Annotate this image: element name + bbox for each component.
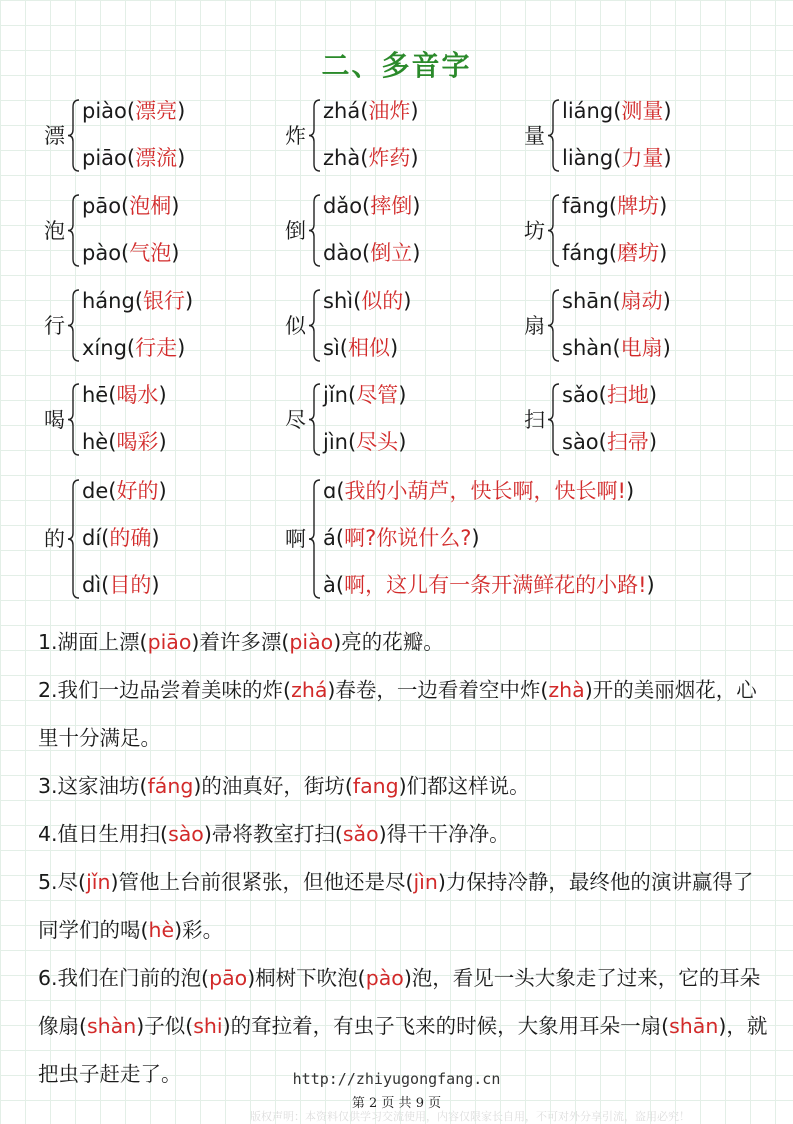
reading-row: piào(漂亮) xyxy=(82,99,186,123)
answer-pinyin: jìn xyxy=(413,870,438,894)
sentence-text: )亮的花瓣。 xyxy=(333,630,444,654)
polyphonic-character: 量 xyxy=(524,123,545,148)
page-number: 第 2 页 共 9 页 xyxy=(351,1096,442,1111)
example-word: 的确 xyxy=(109,526,152,550)
reading-row: pāo(泡桐) xyxy=(82,194,180,218)
pinyin: fāng xyxy=(562,194,609,218)
example-word: 电扇 xyxy=(620,336,663,360)
answer-pinyin: shàn xyxy=(87,1014,137,1038)
sentence-1 xyxy=(38,618,768,666)
example-word: 油炸 xyxy=(368,99,411,123)
pinyin: shàn xyxy=(562,336,613,360)
answer-pinyin: fáng xyxy=(147,774,194,798)
pinyin: dí xyxy=(82,526,102,550)
brace-icon xyxy=(67,193,81,268)
answer-pinyin: jǐn xyxy=(86,870,111,894)
pinyin: dào xyxy=(323,241,363,265)
brace-icon xyxy=(308,288,322,363)
sentence-4 xyxy=(38,810,768,858)
polyphonic-character: 泡 xyxy=(44,218,65,243)
reading-row: hè(喝彩) xyxy=(82,430,167,454)
example-word: 啊?你说什么? xyxy=(344,526,472,550)
example-word: 银行 xyxy=(143,289,186,313)
brace-icon xyxy=(308,98,322,173)
sentence-text: )泡，看见一头大象走了过来，它的耳朵像扇( xyxy=(38,966,761,1038)
reading-row: à(啊，这儿有一条开满鲜花的小路!) xyxy=(323,573,655,597)
pinyin: sào xyxy=(562,430,599,454)
page-title: 二、多音字 xyxy=(321,49,472,82)
polyphonic-character: 扫 xyxy=(524,407,545,432)
sentence-text: 1.湖面上漂( xyxy=(38,630,148,654)
reading-row: liáng(测量) xyxy=(562,99,672,123)
sentence-text: 5.尽( xyxy=(38,870,87,894)
brace-icon xyxy=(67,382,81,457)
sentence-text: )开的美丽烟花，心里十分满足。 xyxy=(38,678,757,750)
example-word: 扇动 xyxy=(620,289,663,313)
reading-row: fāng(牌坊) xyxy=(562,194,668,218)
sentence-text: )春卷，一边看着空中炸( xyxy=(327,678,549,702)
pinyin: pāo xyxy=(82,194,122,218)
example-word: 牌坊 xyxy=(617,194,660,218)
reading-row: á(啊?你说什么?) xyxy=(323,526,480,550)
reading-row: ɑ(我的小葫芦，快长啊，快长啊!) xyxy=(323,479,635,503)
example-word: 啊，这儿有一条开满鲜花的小路! xyxy=(344,573,647,597)
reading-row: jǐn(尽管) xyxy=(323,383,407,407)
pinyin: háng xyxy=(82,289,135,313)
answer-pinyin: pào xyxy=(365,966,404,990)
reading-row: fáng(磨坊) xyxy=(562,241,668,265)
sentence-3 xyxy=(38,762,768,810)
polyphonic-character: 啊 xyxy=(285,527,306,551)
pinyin: zhà xyxy=(323,146,361,170)
pinyin: liáng xyxy=(562,99,614,123)
pinyin: pào xyxy=(82,241,122,265)
reading-row: sào(扫帚) xyxy=(562,430,658,454)
pinyin: dì xyxy=(82,573,102,597)
pinyin: xíng xyxy=(82,336,127,360)
sentence-text: )们都这样说。 xyxy=(398,774,530,798)
answer-pinyin: shi xyxy=(193,1014,223,1038)
reading-row: hē(喝水) xyxy=(82,383,167,407)
pinyin: jǐn xyxy=(323,383,348,407)
sentence-text: )的油真好，街坊( xyxy=(193,774,353,798)
footer-url[interactable]: http://zhiyugongfang.cn xyxy=(292,1070,501,1088)
sentence-text: )管他上台前很紧张，但他还是尽( xyxy=(110,870,414,894)
example-word: 漂流 xyxy=(135,146,178,170)
brace-icon xyxy=(67,288,81,363)
brace-icon xyxy=(547,98,561,173)
answer-pinyin: pāo xyxy=(209,966,248,990)
pinyin: sǎo xyxy=(562,383,599,407)
example-word: 我的小葫芦，快长啊，快长啊! xyxy=(344,479,626,503)
answer-pinyin: sǎo xyxy=(342,822,379,846)
example-word: 尽管 xyxy=(356,383,399,407)
pinyin: sì xyxy=(323,336,340,360)
pinyin: jìn xyxy=(323,430,348,454)
reading-row: zhà(炸药) xyxy=(323,146,419,170)
brace-icon xyxy=(67,478,81,600)
example-word: 泡桐 xyxy=(129,194,172,218)
pinyin: à xyxy=(323,573,336,597)
reading-row: pào(气泡) xyxy=(82,241,180,265)
polyphonic-character: 扇 xyxy=(524,313,545,338)
example-word: 倒立 xyxy=(370,241,413,265)
answer-pinyin: zhà xyxy=(548,678,585,702)
sentence-text: )桐树下吹泡( xyxy=(247,966,366,990)
example-word: 气泡 xyxy=(129,241,172,265)
sentence-5 xyxy=(38,858,768,954)
reading-row: dào(倒立) xyxy=(323,241,421,265)
sentence-text: )，就把虫子赶走了。 xyxy=(38,1014,768,1086)
example-word: 测量 xyxy=(621,99,664,123)
pinyin: fáng xyxy=(562,241,609,265)
reading-row: dí(的确) xyxy=(82,526,160,550)
example-word: 目的 xyxy=(109,573,152,597)
sentence-text: 6.我们在门前的泡( xyxy=(38,966,210,990)
reading-row: sǎo(扫地) xyxy=(562,383,658,407)
pinyin: hē xyxy=(82,383,109,407)
example-word: 喝水 xyxy=(116,383,159,407)
answer-pinyin: zhá xyxy=(291,678,328,702)
sentence-text: 2.我们一边品尝着美味的炸( xyxy=(38,678,292,702)
polyphonic-character: 坊 xyxy=(524,218,545,243)
example-word: 摔倒 xyxy=(370,194,413,218)
copyright-notice: 版权声明：本资料仅供学习交流使用，内容仅限家长自用，不可对外分享引流，盗用必究！ xyxy=(250,1110,690,1123)
example-word: 扫帚 xyxy=(606,430,649,454)
answer-pinyin: hè xyxy=(148,918,175,942)
answer-pinyin: shān xyxy=(669,1014,719,1038)
example-word: 扫地 xyxy=(606,383,649,407)
polyphonic-character: 炸 xyxy=(285,123,306,148)
reading-row: dì(目的) xyxy=(82,573,160,597)
example-word: 行走 xyxy=(135,336,178,360)
sentence-text: )得干干净净。 xyxy=(378,822,510,846)
brace-icon xyxy=(547,288,561,363)
sentence-2 xyxy=(38,666,768,762)
pinyin: liàng xyxy=(562,146,614,170)
example-word: 炸药 xyxy=(368,146,411,170)
brace-icon xyxy=(308,382,322,457)
reading-row: sì(相似) xyxy=(323,336,399,360)
polyphonic-character: 行 xyxy=(44,313,65,338)
pinyin: de xyxy=(82,479,109,503)
sentence-text: )着许多漂( xyxy=(191,630,290,654)
reading-row: piāo(漂流) xyxy=(82,146,186,170)
pinyin: shān xyxy=(562,289,613,313)
brace-icon xyxy=(547,382,561,457)
example-word: 力量 xyxy=(621,146,664,170)
sentence-text: )子似( xyxy=(136,1014,194,1038)
example-word: 喝彩 xyxy=(116,430,159,454)
pinyin: piào xyxy=(82,99,127,123)
sentence-text: )的耷拉着，有虫子飞来的时候，大象用耳朵一扇( xyxy=(222,1014,670,1038)
example-word: 好的 xyxy=(116,479,159,503)
polyphonic-character: 漂 xyxy=(44,123,65,148)
reading-row: shàn(电扇) xyxy=(562,336,671,360)
reading-row: zhá(油炸) xyxy=(323,99,419,123)
reading-row: de(好的) xyxy=(82,479,167,503)
polyphonic-character: 喝 xyxy=(44,407,65,432)
brace-icon xyxy=(547,193,561,268)
reading-row: dǎo(摔倒) xyxy=(323,194,421,218)
sentence-text: )彩。 xyxy=(174,918,224,942)
polyphonic-character: 的 xyxy=(44,527,65,551)
sentence-text: )力保持冷静，最终他的演讲赢得了同学们的喝( xyxy=(38,870,754,942)
reading-row: shì(似的) xyxy=(323,289,412,313)
reading-row: háng(银行) xyxy=(82,289,194,313)
example-word: 尽头 xyxy=(356,430,399,454)
brace-icon xyxy=(67,98,81,173)
sentence-text: 3.这家油坊( xyxy=(38,774,148,798)
brace-icon xyxy=(308,478,322,600)
reading-row: jìn(尽头) xyxy=(323,430,407,454)
pinyin: piāo xyxy=(82,146,127,170)
example-word: 似的 xyxy=(361,289,404,313)
reading-row: liàng(力量) xyxy=(562,146,672,170)
example-word: 磨坊 xyxy=(617,241,660,265)
example-word: 漂亮 xyxy=(135,99,178,123)
example-word: 相似 xyxy=(347,336,390,360)
pinyin: á xyxy=(323,526,336,550)
pinyin: dǎo xyxy=(323,194,363,218)
polyphonic-character: 似 xyxy=(285,313,306,338)
pinyin: shì xyxy=(323,289,354,313)
answer-pinyin: fang xyxy=(352,774,399,798)
pinyin: ɑ xyxy=(323,479,337,503)
answer-pinyin: sào xyxy=(168,822,204,846)
reading-row: xíng(行走) xyxy=(82,336,186,360)
answer-pinyin: piào xyxy=(289,630,334,654)
sentence-text: )帚将教室打扫( xyxy=(203,822,343,846)
pinyin: hè xyxy=(82,430,109,454)
polyphonic-character: 尽 xyxy=(285,407,306,432)
brace-icon xyxy=(308,193,322,268)
answer-pinyin: piāo xyxy=(147,630,192,654)
pinyin: zhá xyxy=(323,99,361,123)
reading-row: shān(扇动) xyxy=(562,289,671,313)
sentence-text: 4.值日生用扫( xyxy=(38,822,169,846)
polyphonic-character: 倒 xyxy=(285,218,306,243)
